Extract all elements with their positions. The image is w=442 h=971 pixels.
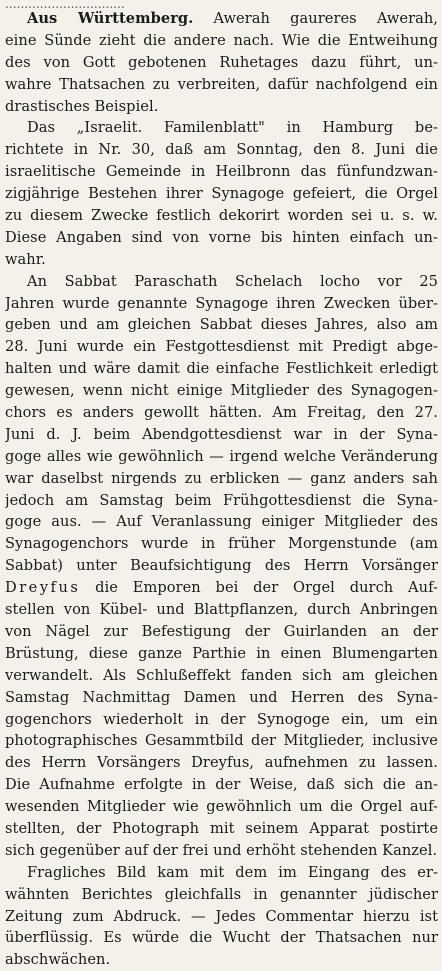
article-line: photographisches Gesammtbild der Mitglieder, inclusive xyxy=(5,732,438,750)
article-line: Diese Angaben sind von vorne bis hinten einfach un- xyxy=(5,228,438,246)
article-line: Aus Württemberg. Awerah gaureres Awerah, xyxy=(27,10,438,27)
paragraph-3 xyxy=(5,271,438,862)
article-line: Fragliches Bild kam mit dem im Eingang des er- xyxy=(27,863,438,881)
name-dreyfus: Dreyfus xyxy=(5,579,81,597)
article-line: An Sabbat Paraschath Schelach locho vor 25 xyxy=(27,272,438,290)
article-line: abschwächen. xyxy=(5,951,111,969)
article-line: 28. Juni wurde ein Festgottesdienst mit Predigt abge- xyxy=(5,338,438,356)
article-line: sich gegenüber auf der frei und erhöht stehenden Kanzel. xyxy=(5,841,438,859)
article-line: wahre Thatsachen zu verbreiten, dafür nachfolgend ein xyxy=(5,75,438,93)
article-line: von Nägel zur Befestigung der Guirlanden an der xyxy=(5,622,438,640)
article-line: Dreyfus die Emporen bei der Orgel durch Auf- xyxy=(5,579,438,597)
article-line: Das „Israelit. Familenblatt" in Hamburg be- xyxy=(27,119,438,137)
article-line: israelitische Gemeinde in Heilbronn das fünfundzwan- xyxy=(5,163,438,181)
article-line: des Herrn Vorsängers Dreyfus, aufnehmen zu lassen. xyxy=(5,754,438,772)
article-line: Juni d. J. beim Abendgottesdienst war in der Syna- xyxy=(5,425,438,443)
article-line: goge alles wie gewöhnlich — irgend welche Veränderung xyxy=(5,447,438,465)
article-heading: Aus Württemberg. xyxy=(27,10,194,27)
article-line: gogenchors wiederholt in der Synogoge ein, um ein xyxy=(5,710,438,728)
article-line: geben und am gleichen Sabbat dieses Jahres, also am xyxy=(5,316,438,334)
article-line: Zeitung zum Abdruck. — Jedes Commentar hierzu ist xyxy=(5,907,438,925)
article-line: Synagogenchors wurde in früher Morgenstunde (am xyxy=(5,535,438,553)
article-line: verwandelt. Als Schlußeffekt fanden sich am gleichen xyxy=(5,666,438,684)
article-line: wesenden Mitglieder wie gewöhnlich um die Orgel auf- xyxy=(5,798,438,816)
article-line: goge aus. — Auf Veranlassung einiger Mitglieder des xyxy=(5,513,438,531)
article-line: Brüstung, diese ganze Parthie in einen Blumengarten xyxy=(5,644,438,662)
article-line: zigjährige Bestehen ihrer Synagoge gefeiert, die Orgel xyxy=(5,185,438,203)
article-line: Die Aufnahme erfolgte in der Weise, daß sich die an- xyxy=(5,776,438,794)
article-line: eine Sünde zieht die andere nach. Wie die Entweihung xyxy=(5,31,438,49)
article-line: des von Gott gebotenen Ruhetages dazu führt, un- xyxy=(5,53,438,71)
article-line: stellen von Kübel- und Blattpflanzen, durch Anbringen xyxy=(5,601,438,619)
article-line: gewesen, wenn nicht einige Mitglieder des Synagogen- xyxy=(5,382,438,400)
article-line: Sabbat) unter Beaufsichtigung des Herrn Vorsänger xyxy=(5,557,438,575)
article-line: zu diesem Zwecke festlich dekorirt worden sei u. s. w. xyxy=(5,207,438,225)
article-line: überflüssig. Es würde die Wucht der Thatsachen nur xyxy=(5,929,438,947)
article-line: richtete in Nr. 30, daß am Sonntag, den 8. Juni die xyxy=(5,141,438,159)
paragraph-4 xyxy=(5,862,438,971)
article-line: halten und wäre damit die einfache Festlichkeit erledigt xyxy=(5,360,438,378)
article-line: drastisches Beispiel. xyxy=(5,97,159,115)
paragraph-1 xyxy=(5,8,438,117)
article-line: Samstag Nachmittag Damen und Herren des Syna- xyxy=(5,688,438,706)
article-line: jedoch am Samstag beim Frühgottesdienst die Syna- xyxy=(5,491,438,509)
cut-off-top-line: ............................... xyxy=(5,0,125,8)
article-line: Jahren wurde genannte Synagoge ihren Zwecken über- xyxy=(5,294,438,312)
article-line: wahr. xyxy=(5,250,46,268)
article-line: war daselbst nirgends zu erblicken — ganz anders sah xyxy=(5,469,438,487)
article-line: chors es anders gewollt hätten. Am Freitag, den 27. xyxy=(5,404,438,422)
article-line: wähnten Berichtes gleichfalls in genannter jüdischer xyxy=(5,885,438,903)
article-line: stellten, der Photograph mit seinem Apparat postirte xyxy=(5,819,438,837)
paragraph-2 xyxy=(5,117,438,270)
